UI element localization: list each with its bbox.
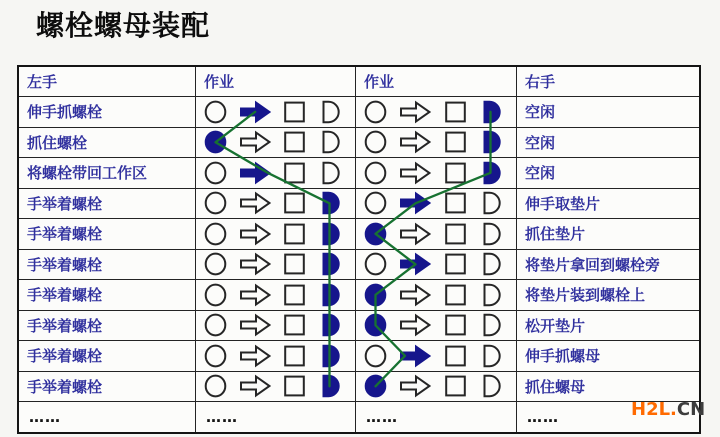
right-hand-cell: 将垫片拿回到螺栓旁 (517, 250, 699, 281)
transport-arrow-icon (240, 252, 271, 276)
right-op-cell (356, 250, 517, 281)
inspection-square-icon (444, 222, 467, 246)
operation-circle-icon (364, 191, 387, 215)
delay-d-icon (480, 100, 501, 124)
operation-circle-icon (204, 283, 227, 307)
right-op-cell (356, 219, 517, 250)
inspection-square-icon (444, 252, 467, 276)
left-op-cell (196, 250, 356, 281)
transport-arrow-icon (240, 344, 271, 368)
inspection-square-icon (444, 313, 467, 337)
transport-arrow-icon (400, 130, 431, 154)
transport-arrow-icon (400, 161, 431, 185)
right-op-cell (356, 341, 517, 372)
inspection-square-icon (444, 374, 467, 398)
left-hand-cell: 手举着螺栓 (19, 372, 196, 403)
transport-arrow-icon (400, 222, 431, 246)
site-logo (631, 399, 705, 420)
right-hand-cell: 空闲 (517, 158, 699, 189)
operation-circle-icon (364, 161, 387, 185)
delay-d-icon (319, 283, 340, 307)
inspection-square-icon (283, 130, 306, 154)
left-hand-cell: 手举着螺栓 (19, 250, 196, 281)
transport-arrow-icon (240, 313, 271, 337)
transport-arrow-icon (240, 222, 271, 246)
operation-circle-icon (364, 130, 387, 154)
delay-d-icon (319, 100, 340, 124)
inspection-square-icon (444, 100, 467, 124)
left-op-cell (196, 158, 356, 189)
delay-d-icon (319, 161, 340, 185)
operation-circle-icon (364, 222, 387, 246)
transport-arrow-icon (240, 130, 271, 154)
delay-d-icon (319, 313, 340, 337)
operation-circle-icon (204, 161, 227, 185)
inspection-square-icon (283, 161, 306, 185)
delay-d-icon (480, 130, 501, 154)
left-op-cell (196, 280, 356, 311)
right-op-cell (356, 158, 517, 189)
left-hand-cell: 手举着螺栓 (19, 311, 196, 342)
right-hand-cell: 抓住螺母 (517, 372, 699, 403)
transport-arrow-icon (400, 344, 431, 368)
left-op-cell (196, 372, 356, 403)
operation-circle-icon (364, 374, 387, 398)
delay-d-icon (319, 191, 340, 215)
operation-circle-icon (204, 222, 227, 246)
left-op-cell (196, 311, 356, 342)
inspection-square-icon (283, 191, 306, 215)
inspection-square-icon (283, 283, 306, 307)
delay-d-icon (480, 344, 501, 368)
left-op-cell (196, 128, 356, 159)
delay-d-icon (319, 130, 340, 154)
header-cell-1: 作业 (196, 67, 356, 97)
delay-d-icon (480, 222, 501, 246)
ellipsis-cell-1: …… (196, 402, 356, 432)
left-op-cell (196, 97, 356, 128)
right-op-cell (356, 189, 517, 220)
operation-circle-icon (364, 100, 387, 124)
right-hand-cell: 空闲 (517, 128, 699, 159)
inspection-square-icon (444, 344, 467, 368)
delay-d-icon (480, 283, 501, 307)
left-hand-cell: 手举着螺栓 (19, 219, 196, 250)
operation-circle-icon (204, 374, 227, 398)
right-hand-cell: 空闲 (517, 97, 699, 128)
operation-circle-icon (364, 344, 387, 368)
operation-circle-icon (204, 313, 227, 337)
inspection-square-icon (283, 222, 306, 246)
right-op-cell (356, 97, 517, 128)
operation-circle-icon (204, 252, 227, 276)
operation-circle-icon (204, 191, 227, 215)
left-op-cell (196, 219, 356, 250)
left-hand-cell: 抓住螺栓 (19, 128, 196, 159)
left-op-cell (196, 341, 356, 372)
page-title: 螺栓螺母装配 (36, 9, 211, 42)
inspection-square-icon (283, 344, 306, 368)
delay-d-icon (480, 313, 501, 337)
operation-circle-icon (364, 283, 387, 307)
inspection-square-icon (283, 374, 306, 398)
process-chart-table (17, 65, 701, 434)
operation-circle-icon (204, 344, 227, 368)
transport-arrow-icon (240, 283, 271, 307)
operation-circle-icon (364, 313, 387, 337)
operation-circle-icon (364, 252, 387, 276)
transport-arrow-icon (400, 283, 431, 307)
delay-d-icon (480, 252, 501, 276)
left-hand-cell: 将螺栓带回工作区 (19, 158, 196, 189)
operation-circle-icon (204, 100, 227, 124)
ellipsis-cell-0: …… (19, 402, 196, 432)
operation-circle-icon (204, 130, 227, 154)
left-hand-cell: 手举着螺栓 (19, 341, 196, 372)
site-logo-secondary: CN (676, 399, 706, 420)
transport-arrow-icon (240, 100, 271, 124)
right-hand-cell: 将垫片装到螺栓上 (517, 280, 699, 311)
transport-arrow-icon (400, 100, 431, 124)
delay-d-icon (319, 344, 340, 368)
right-op-cell (356, 128, 517, 159)
delay-d-icon (319, 222, 340, 246)
delay-d-icon (319, 374, 340, 398)
left-hand-cell: 伸手抓螺栓 (19, 97, 196, 128)
right-hand-cell: 松开垫片 (517, 311, 699, 342)
inspection-square-icon (444, 161, 467, 185)
inspection-square-icon (444, 283, 467, 307)
transport-arrow-icon (400, 191, 431, 215)
header-cell-2: 作业 (356, 67, 517, 97)
left-op-cell (196, 189, 356, 220)
delay-d-icon (480, 161, 501, 185)
left-hand-cell: 手举着螺栓 (19, 189, 196, 220)
right-op-cell (356, 311, 517, 342)
site-logo-primary: H2L. (631, 399, 677, 420)
transport-arrow-icon (240, 161, 271, 185)
inspection-square-icon (444, 130, 467, 154)
ellipsis-cell-3: …… (527, 408, 559, 426)
transport-arrow-icon (240, 191, 271, 215)
ellipsis-cell-2: …… (356, 402, 517, 432)
right-hand-cell: 伸手取垫片 (517, 189, 699, 220)
transport-arrow-icon (400, 374, 431, 398)
right-hand-cell: 伸手抓螺母 (517, 341, 699, 372)
header-cell-3: 右手 (517, 67, 699, 97)
transport-arrow-icon (400, 252, 431, 276)
inspection-square-icon (444, 191, 467, 215)
inspection-square-icon (283, 252, 306, 276)
transport-arrow-icon (400, 313, 431, 337)
transport-arrow-icon (240, 374, 271, 398)
delay-d-icon (480, 191, 501, 215)
left-hand-cell: 手举着螺栓 (19, 280, 196, 311)
inspection-square-icon (283, 100, 306, 124)
delay-d-icon (480, 374, 501, 398)
inspection-square-icon (283, 313, 306, 337)
right-op-cell (356, 280, 517, 311)
right-op-cell (356, 372, 517, 403)
header-cell-0: 左手 (19, 67, 196, 97)
right-hand-cell: 抓住垫片 (517, 219, 699, 250)
delay-d-icon (319, 252, 340, 276)
